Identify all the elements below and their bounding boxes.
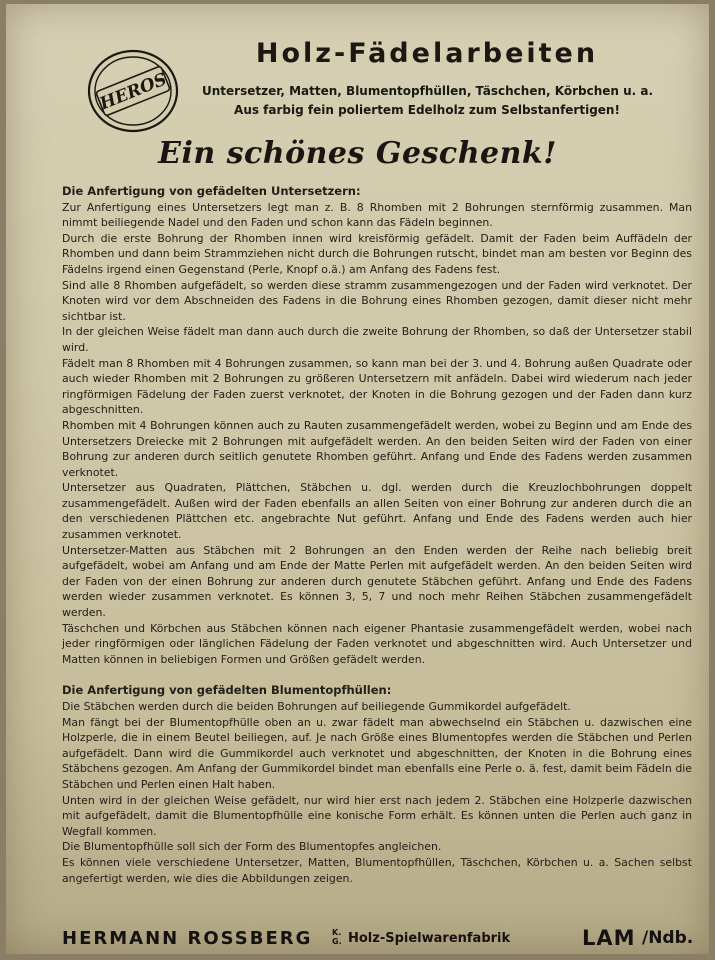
company-form-bottom: G. (332, 937, 342, 946)
page-title: Holz-Fädelarbeiten (255, 38, 599, 69)
company-region: /Ndb. (642, 928, 694, 948)
paragraph: Die Stäbchen werden durch die beiden Bohrungen auf beiliegende Gummikordel aufgefädelt. (62, 700, 571, 713)
paragraph: Man fängt bei der Blumentopfhülle oben an u. zwar fädelt man abwechselnd ein Stäbchen u. dazwischen eine Holzperle, die in einem Beutel beiliegen, auf. Je nach Größe eines Blumentopfes werden die Stäbchen und Perlen aufgefädelt. Dann wird die Gummikordel auch verknotet und abgeschnitten, der Knoten in die Bohrung eines Stäbchens gezogen. Am Anfang der Gummikordel bindet man ebenfalls eine Perle o. ä. fest, damit beim Fädeln die Stäbchen und Perlen einen Halt haben. (62, 715, 692, 791)
company-form-top: K. (332, 928, 342, 937)
subtitle-material: Aus farbig fein poliertem Edelholz zum Selbstanfertigen! (234, 103, 620, 117)
logo-text: HEROS (97, 69, 170, 115)
company-name: HERMANN ROSSBERG (62, 928, 313, 949)
company-city: LAM (582, 926, 636, 950)
paragraph: Unten wird in der gleichen Weise gefädelt, nur wird hier erst nach jedem 2. Stäbchen eine Holzperle dazwischen mit aufgefädelt, damit die Blumentopfhülle eine konische Form erhält. Es können unten die Perlen auch ganz in Wegfall kommen. (62, 793, 692, 838)
company-form (332, 928, 342, 946)
instructions-body (62, 184, 692, 886)
paragraph: Zur Anfertigung eines Untersetzers legt man z. B. 8 Rhomben mit 2 Bohrungen sternförmig zusammen. Man nimmt beiliegende Nadel und den Faden und schon kann das Fädeln beginnen. (62, 200, 692, 230)
section-heading-untersetzer: Die Anfertigung von gefädelten Untersetzern: (62, 184, 361, 198)
document-page (6, 4, 709, 954)
paragraph: Untersetzer aus Quadraten, Plättchen, Stäbchen u. dgl. werden durch die Kreuzlochbohrungen doppelt zusammengefädelt. Außen wird der Faden ebenfalls an allen Seiten von einer Bohrung zur anderen durch die an den verschiedenen Plättchen etc. angebrachte Nut geführt. Anfang und Ende des Fadens werden auch hier zusammen verknotet. (62, 481, 692, 542)
paragraph: Untersetzer-Matten aus Stäbchen mit 2 Bohrungen an den Enden werden der Reihe nach beliebig breit aufgefädelt, wobei am Anfang und am Ende der Matte Perlen mit aufgefädelt werden. An den beiden Seiten wird der Faden von der einen Bohrung zur anderen durch genutete Stäbchen geführt. Anfang und Ende des Fadens werden wieder zusammen verknotet. Es können 3, 5, 7 und noch mehr Reihen Stäbchen zusammengefädelt werden. (62, 543, 692, 620)
paragraph: Rhomben mit 4 Bohrungen können auch zu Rauten zusammengefädelt werden, wobei zu Beginn und am Ende des Untersetzers Dreiecke mit 2 Bohrungen mit aufgefädelt werden. An den beiden Seiten wird der Faden von einer Bohrung zur anderen durch seitlich genutete Rhomben geführt. Anfang und Ende des Fadens werden zusammen verknotet. (62, 418, 692, 479)
paragraph: Es können viele verschiedene Untersetzer, Matten, Blumentopfhüllen, Täschchen, Körbchen u. a. Sachen selbst angefertigt werden, wie dies die Abbildungen zeigen. (62, 855, 692, 885)
heros-logo (86, 48, 180, 134)
footer (62, 926, 698, 954)
company-description: Holz-Spielwarenfabrik (348, 931, 511, 946)
slogan: Ein schönes Geschenk! (158, 136, 557, 171)
paragraph: Durch die erste Bohrung der Rhomben innen wird kreisförmig gefädelt. Damit der Faden beim Auffädeln der Rhomben und dann beim Strammziehen nicht durch die Bohrungen rutscht, bindet man am besten vor Beginn des Fädelns irgend einen Gegenstand (Perle, Knopf o.ä.) am Anfang des Fadens fest. (62, 231, 692, 276)
subtitle-products: Untersetzer, Matten, Blumentopfhüllen, Täschchen, Körbchen u. a. (202, 84, 654, 98)
paragraph: Sind alle 8 Rhomben aufgefädelt, so werden diese stramm zusammengezogen und der Faden wird verknotet. Der Knoten wird vor dem Abschneiden des Fadens in die Bohrung eines Rhomben gezogen, damit dieser nicht mehr sichtbar ist. (62, 278, 692, 323)
section-heading-blumentopfhuellen: Die Anfertigung von gefädelten Blumentopfhüllen: (62, 683, 392, 698)
paragraph: Fädelt man 8 Rhomben mit 4 Bohrungen zusammen, so kann man bei der 3. und 4. Bohrung außen Quadrate oder auch wieder Rhomben mit 2 Bohrungen zu größeren Untersetzern mit anfädeln. Dabei wird wiederum nach jeder ringförmigen Fädelung der Faden zuerst verknotet, der Knoten in die Bohrung gezogen und der Faden dann kurz abgeschnitten. (62, 356, 692, 417)
paragraph: In der gleichen Weise fädelt man dann auch durch die zweite Bohrung der Rhomben, so daß der Untersetzer stabil wird. (62, 325, 692, 354)
paragraph: Täschchen und Körbchen aus Stäbchen können nach eigener Phantasie zusammengefädelt werden, wobei nach jeder ringförmigen oder länglichen Fädelung der Faden verknotet und abgeschnitten wird. Auch Untersetzer und Matten können in beliebigen Formen und Größen gefädelt werden. (62, 621, 692, 666)
paragraph: Die Blumentopfhülle soll sich der Form des Blumentopfes angleichen. (62, 840, 442, 854)
